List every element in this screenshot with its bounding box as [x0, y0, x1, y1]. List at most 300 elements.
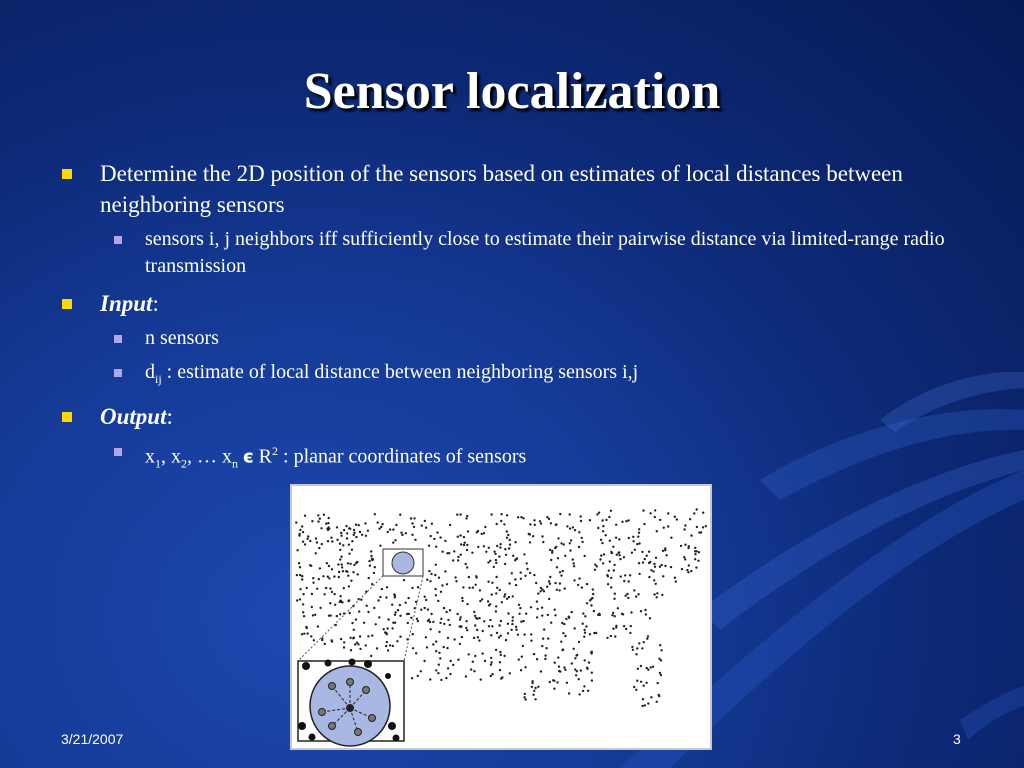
sensor-dot: [700, 531, 702, 533]
sensor-dot: [429, 580, 431, 582]
sensor-dot: [594, 569, 596, 571]
sensor-dot: [525, 613, 527, 615]
sensor-dot: [358, 524, 360, 526]
sensor-dot: [680, 545, 682, 547]
sensor-dot: [377, 599, 379, 601]
sensor-dot: [540, 670, 542, 672]
sensor-dot: [309, 540, 311, 542]
sensor-dot: [424, 596, 426, 598]
sensor-dot: [633, 686, 635, 688]
sensor-dot: [606, 574, 608, 576]
sensor-dot: [353, 564, 355, 566]
sensor-dot: [338, 576, 340, 578]
sensor-dot: [426, 646, 428, 648]
sensor-dot: [455, 580, 457, 582]
x-separator-1: , x: [161, 445, 181, 468]
sensor-dot: [590, 604, 592, 606]
sensor-dot: [508, 596, 510, 598]
sensor-dot: [518, 658, 520, 660]
sensor-dot: [387, 531, 389, 533]
sensor-dot: [507, 632, 509, 634]
sensor-dot: [468, 576, 470, 578]
sensor-dot: [580, 515, 582, 517]
output-label: Output: [100, 404, 167, 429]
x1-subscript: 1: [155, 456, 161, 471]
sensor-dot: [510, 629, 512, 631]
sensor-dot: [325, 523, 327, 525]
sensor-dot: [373, 607, 375, 609]
sensor-dot: [339, 558, 341, 560]
sensor-dot: [440, 618, 442, 620]
sensor-dot: [321, 639, 323, 641]
sensor-dot: [331, 540, 333, 542]
sensor-dot: [353, 529, 355, 531]
sensor-dot: [474, 655, 476, 657]
sensor-dot: [353, 629, 355, 631]
sensor-dot: [573, 579, 575, 581]
sensor-dot: [515, 626, 517, 628]
sensor-dot: [482, 630, 484, 632]
sensor-dot: [520, 621, 522, 623]
sensor-dot: [539, 520, 541, 522]
sensor-dot: [637, 668, 639, 670]
sensor-dot: [367, 611, 369, 613]
sensor-dot: [341, 563, 343, 565]
sensor-dot: [490, 661, 492, 663]
sensor-dot: [326, 562, 328, 564]
sensor-dot: [532, 535, 534, 537]
sensor-dot: [376, 647, 378, 649]
sensor-dot: [615, 626, 617, 628]
sensor-dot: [491, 673, 493, 675]
sensor-dot: [461, 636, 463, 638]
sensor-dot: [537, 686, 539, 688]
sensor-dot: [481, 533, 483, 535]
sensor-dot: [325, 587, 327, 589]
sensor-dot: [465, 627, 467, 629]
sensor-dot: [578, 577, 580, 579]
sensor-dot: [470, 668, 472, 670]
sensor-dot: [511, 623, 513, 625]
sensor-dot: [535, 582, 537, 584]
sensor-dot: [632, 540, 634, 542]
sensor-dot: [457, 659, 459, 661]
sensor-dot: [623, 580, 625, 582]
sensor-dot: [473, 637, 475, 639]
sensor-dot: [623, 556, 625, 558]
sensor-dot: [374, 513, 376, 515]
sensor-dot: [463, 544, 465, 546]
sensor-dot: [627, 519, 629, 521]
sensor-dot: [638, 562, 640, 564]
sensor-dot: [687, 571, 689, 573]
sensor-dot: [610, 551, 612, 553]
sensor-dot: [435, 650, 437, 652]
sensor-dot: [474, 624, 476, 626]
sensor-dot: [410, 617, 412, 619]
sensor-dot: [354, 643, 356, 645]
sensor-dot: [435, 669, 437, 671]
sensor-dot: [387, 649, 389, 651]
sensor-dot: [581, 586, 583, 588]
sensor-dot: [352, 571, 354, 573]
sensor-dot: [705, 525, 707, 527]
sensor-dot: [413, 526, 415, 528]
sensor-dot: [340, 556, 342, 558]
sensor-dot: [596, 513, 598, 515]
sensor-dot: [638, 528, 640, 530]
sensor-dot: [512, 595, 514, 597]
sensor-dot: [600, 554, 602, 556]
sensor-dot: [394, 614, 396, 616]
sensor-dot: [324, 643, 326, 645]
sensor-dot: [370, 555, 372, 557]
sensor-dot: [460, 543, 462, 545]
sensor-dot: [522, 620, 524, 622]
sensor-dot: [523, 696, 525, 698]
sensor-dot: [602, 525, 604, 527]
sensor-dot: [655, 583, 657, 585]
sensor-dot: [385, 645, 387, 647]
sensor-dot: [636, 680, 638, 682]
sensor-dot: [644, 609, 646, 611]
sensor-dot: [540, 587, 542, 589]
sensor-dot: [582, 690, 584, 692]
sensor-dot: [365, 591, 367, 593]
sensor-dot: [307, 535, 309, 537]
sensor-dot: [365, 644, 367, 646]
sensor-dot: [452, 664, 454, 666]
sensor-dot: [582, 623, 584, 625]
sensor-dot: [483, 532, 485, 534]
sensor-dot: [349, 637, 351, 639]
sensor-dot: [617, 607, 619, 609]
sensor-dot: [564, 587, 566, 589]
sensor-dot: [399, 604, 401, 606]
sensor-dot: [582, 612, 584, 614]
sensor-dot: [494, 553, 496, 555]
sensor-dot: [574, 529, 576, 531]
sensor-dot: [532, 694, 534, 696]
sensor-dot: [584, 632, 586, 634]
bullet-input: [62, 288, 962, 319]
sensor-dot: [512, 616, 514, 618]
sensor-dot: [465, 675, 467, 677]
sensor-dot: [299, 588, 301, 590]
sensor-dot: [340, 600, 342, 602]
sensor-dot: [612, 628, 614, 630]
sensor-dot: [583, 636, 585, 638]
sensor-dot: [520, 578, 522, 580]
sensor-dot: [428, 545, 430, 547]
sensor-dot: [605, 519, 607, 521]
sensor-dot: [625, 628, 627, 630]
sensor-dot: [569, 549, 571, 551]
sensor-dot: [378, 616, 380, 618]
sensor-dot: [516, 557, 518, 559]
sensor-dot: [536, 608, 538, 610]
sensor-dot: [342, 570, 344, 572]
sensor-dot: [496, 587, 498, 589]
sensor-dot: [484, 660, 486, 662]
sensor-dot: [536, 600, 538, 602]
sensor-dot: [572, 558, 574, 560]
sensor-dot: [522, 645, 524, 647]
sensor-dot: [611, 614, 613, 616]
sensor-dot: [551, 552, 553, 554]
sensor-dot: [630, 625, 632, 627]
sensor-dot: [348, 585, 350, 587]
sensor-dot: [643, 685, 645, 687]
sensor-dot: [496, 632, 498, 634]
sensor-dot: [515, 629, 517, 631]
square-bullet-icon: [62, 299, 72, 309]
sensor-dot: [650, 569, 652, 571]
sensor-dot: [690, 534, 692, 536]
sensor-dot: [545, 647, 547, 649]
sensor-dot: [370, 550, 372, 552]
sensor-dot: [507, 534, 509, 536]
sensor-dot: [556, 681, 558, 683]
sensor-map-figure: [290, 484, 712, 750]
sensor-dot: [688, 545, 690, 547]
sensor-dot: [644, 704, 646, 706]
sensor-dot: [503, 523, 505, 525]
sensor-dot: [435, 594, 437, 596]
bullet-output: [62, 401, 962, 432]
sensor-dot: [312, 582, 314, 584]
sensor-dot: [340, 535, 342, 537]
sensor-dot: [665, 554, 667, 556]
sensor-dot: [499, 543, 501, 545]
sensor-dot: [329, 602, 331, 604]
sensor-dot: [386, 641, 388, 643]
sensor-dot: [488, 604, 490, 606]
sensor-dot: [646, 638, 648, 640]
sensor-dot: [298, 562, 300, 564]
sensor-dot: [584, 615, 586, 617]
sensor-dot: [317, 625, 319, 627]
sensor-dot: [568, 692, 570, 694]
sensor-dot: [609, 560, 611, 562]
sensor-dot: [659, 566, 661, 568]
sensor-dot: [371, 583, 373, 585]
sensor-dot: [533, 653, 535, 655]
sensor-dot: [385, 632, 387, 634]
sensor-dot: [403, 579, 405, 581]
sensor-dot: [328, 526, 330, 528]
sensor-dot: [529, 572, 531, 574]
sensor-dot: [432, 643, 434, 645]
sensor-dot: [391, 627, 393, 629]
sensor-dot: [618, 554, 620, 556]
sensor-dot: [438, 577, 440, 579]
sensor-dot: [694, 558, 696, 560]
sensor-dot: [349, 563, 351, 565]
sensor-dot: [415, 652, 417, 654]
sensor-dot: [635, 653, 637, 655]
sensor-dot: [610, 586, 612, 588]
sensor-dot: [578, 693, 580, 695]
sensor-dot: [520, 516, 522, 518]
sensor-dot: [299, 566, 301, 568]
sensor-dot: [460, 554, 462, 556]
sensor-dot: [530, 633, 532, 635]
sensor-dot: [540, 590, 542, 592]
sensor-dot: [656, 701, 658, 703]
sensor-dot: [606, 637, 608, 639]
sensor-dot: [580, 520, 582, 522]
sensor-dot: [612, 546, 614, 548]
sensor-dot: [506, 514, 508, 516]
page-number: 3: [953, 731, 961, 747]
sensor-dot: [317, 520, 319, 522]
sensor-dot: [478, 639, 480, 641]
sensor-dot: [628, 580, 630, 582]
sensor-dot: [490, 513, 492, 515]
subbullet-n-sensors-text: n sensors: [145, 327, 219, 349]
sensor-dot: [343, 529, 345, 531]
sensor-dot: [571, 611, 573, 613]
sensor-dot: [374, 566, 376, 568]
sensor-dot: [629, 574, 631, 576]
sensor-dot: [489, 560, 491, 562]
sensor-dot: [417, 620, 419, 622]
sensor-dot: [646, 555, 648, 557]
sensor-dot: [654, 509, 656, 511]
bullet-list: [62, 158, 962, 485]
sensor-dot: [355, 618, 357, 620]
sensor-dot: [371, 634, 373, 636]
sensor-dot: [457, 559, 459, 561]
sensor-dot: [311, 593, 313, 595]
sensor-dot: [491, 582, 493, 584]
input-label: Input: [100, 291, 153, 316]
sensor-dot: [379, 596, 381, 598]
sensor-dot: [446, 583, 448, 585]
sensor-dot: [696, 526, 698, 528]
sensor-dot: [327, 576, 329, 578]
sensor-dot: [399, 514, 401, 516]
sensor-dot: [479, 589, 481, 591]
sensor-dot: [346, 571, 348, 573]
sensor-dot: [385, 596, 387, 598]
sensor-dot: [312, 577, 314, 579]
square-bullet-icon: [114, 236, 122, 244]
sensor-dot: [696, 508, 698, 510]
sensor-dot: [465, 517, 467, 519]
sensor-dot: [517, 516, 519, 518]
sensor-dot: [586, 583, 588, 585]
sensor-dot: [380, 526, 382, 528]
sensor-dot: [311, 606, 313, 608]
sensor-dot: [359, 648, 361, 650]
sensor-dot: [575, 674, 577, 676]
sensor-dot: [564, 555, 566, 557]
sensor-dot: [585, 625, 587, 627]
sensor-dot: [634, 549, 636, 551]
sensor-dot: [452, 559, 454, 561]
sensor-dot: [343, 646, 345, 648]
sensor-dot: [612, 612, 614, 614]
sensor-dot: [481, 652, 483, 654]
sensor-dot: [449, 609, 451, 611]
sensor-dot: [438, 652, 440, 654]
sensor-dot: [499, 546, 501, 548]
sensor-dot: [358, 610, 360, 612]
sensor-dot: [420, 609, 422, 611]
sensor-dot: [495, 559, 497, 561]
sensor-dot: [544, 658, 546, 660]
sensor-dot: [521, 656, 523, 658]
sensor-dot: [306, 587, 308, 589]
sensor-dot: [383, 628, 385, 630]
sensor-dot: [353, 637, 355, 639]
sensor-dot: [431, 523, 433, 525]
sensor-dot: [625, 520, 627, 522]
sensor-dot: [370, 655, 372, 657]
sensor-dot: [541, 614, 543, 616]
sensor-dot: [302, 531, 304, 533]
sensor-dot: [530, 606, 532, 608]
sensor-dot: [493, 566, 495, 568]
sensor-dot: [429, 621, 431, 623]
sensor-dot: [636, 543, 638, 545]
sensor-dot: [629, 632, 631, 634]
sensor-dot: [439, 657, 441, 659]
sensor-dot: [591, 651, 593, 653]
sensor-dot: [507, 623, 509, 625]
sensor-dot: [500, 620, 502, 622]
sensor-dot: [466, 515, 468, 517]
sensor-dot: [660, 674, 662, 676]
sensor-dot: [509, 543, 511, 545]
sensor-dot: [542, 541, 544, 543]
sensor-dot: [298, 534, 300, 536]
sensor-dot: [462, 586, 464, 588]
reals-symbol: R: [258, 445, 273, 468]
sensor-dot: [508, 582, 510, 584]
sensor-dot: [346, 532, 348, 534]
sensor-dot: [449, 524, 451, 526]
sensor-dot: [614, 615, 616, 617]
sensor-dot: [615, 537, 617, 539]
sensor-dot: [514, 541, 516, 543]
sensor-dot: [473, 670, 475, 672]
sensor-dot: [688, 564, 690, 566]
square-bullet-icon: [62, 169, 72, 179]
sensor-dot: [303, 633, 305, 635]
sensor-dot: [350, 580, 352, 582]
sensor-dot: [447, 637, 449, 639]
sensor-dot: [573, 562, 575, 564]
sensor-dot: [462, 600, 464, 602]
sensor-dot: [556, 589, 558, 591]
sensor-dot: [328, 517, 330, 519]
square-bullet-icon: [114, 369, 122, 377]
sensor-dot: [489, 619, 491, 621]
sensor-dot: [550, 559, 552, 561]
sensor-dot: [340, 532, 342, 534]
sensor-dot: [425, 527, 427, 529]
sensor-dot: [648, 551, 650, 553]
sensor-dot: [561, 622, 563, 624]
sensor-dot: [653, 593, 655, 595]
sensor-dot: [693, 512, 695, 514]
sensor-dot: [549, 549, 551, 551]
sensor-dot: [522, 517, 524, 519]
sensor-dot: [333, 593, 335, 595]
